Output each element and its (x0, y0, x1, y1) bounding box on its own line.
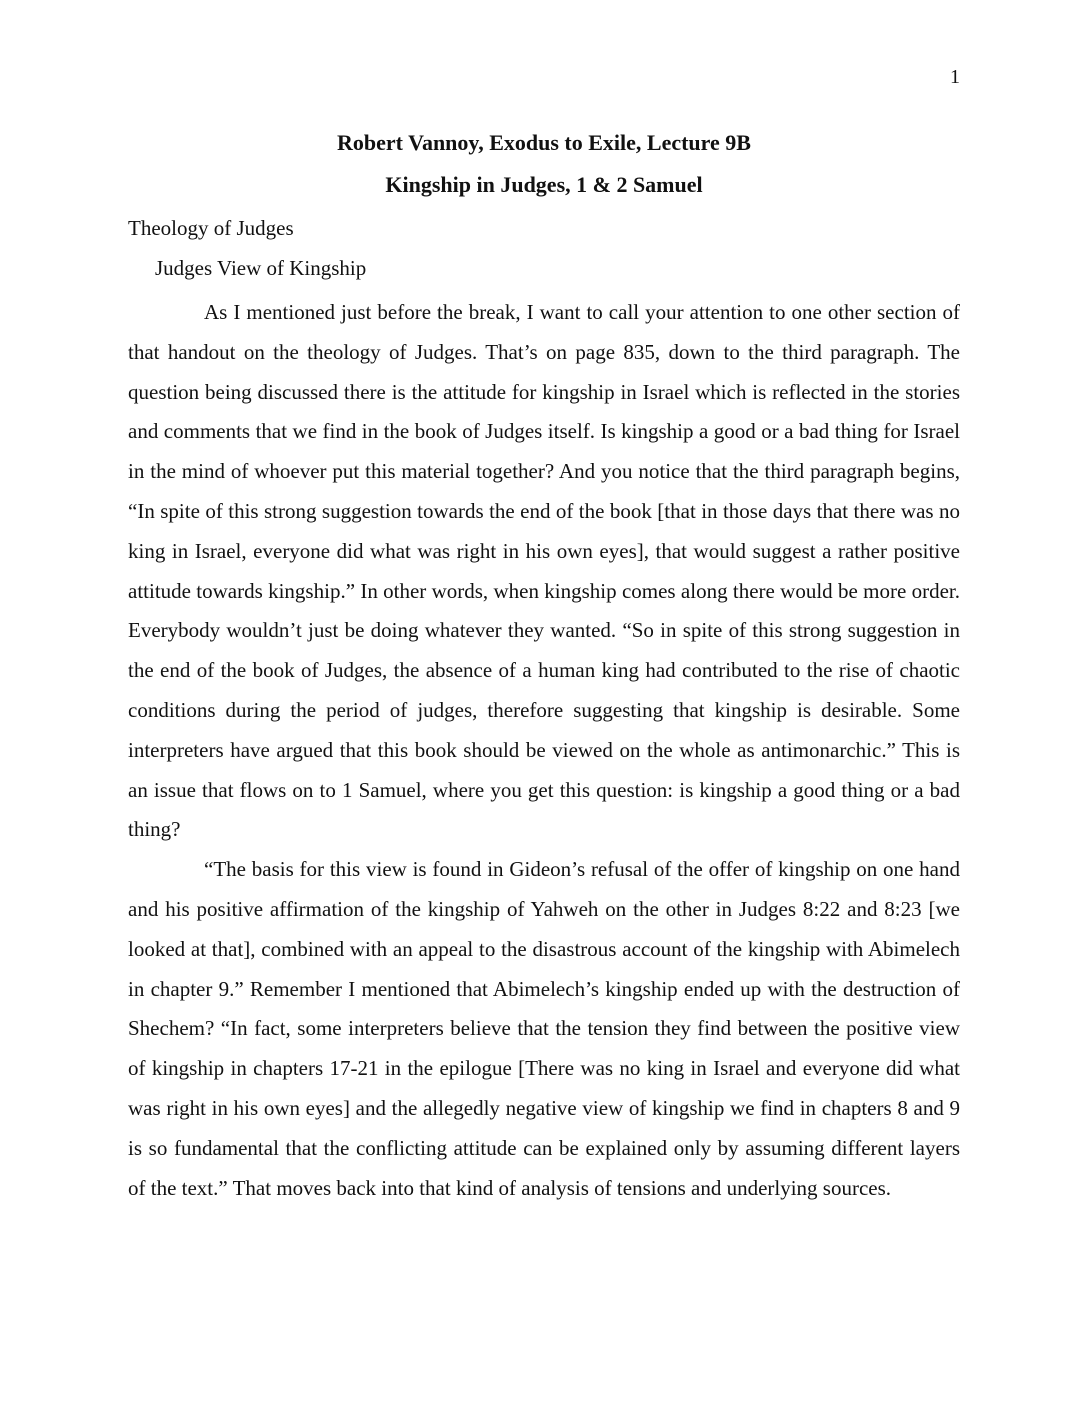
lecture-subtitle: Kingship in Judges, 1 & 2 Samuel (385, 172, 703, 197)
body-text (128, 293, 960, 1208)
paragraph-2: “The basis for this view is found in Gideon’s refusal of the offer of kingship on one hand and his positive affirmation of the kingship of Yahweh on the other in Judges 8:22 and 8:23 [we looked at that], combined with an appeal to the disastrous account of the kingship with Abimelech in chapter 9.” Remember I mentioned that Abimelech’s kingship ended up with the destruction of Shechem? “In fact, some interpreters believe that the tension they find between the positive view of kingship in chapters 17-21 in the epilogue [There was no king in Israel and everyone did what was right in his own eyes] and the allegedly negative view of kingship we find in chapters 8 and 9 is so fundamental that the conflicting attitude can be explained only by assuming different layers of the text.” That moves back into that kind of analysis of tensions and underlying sources. (128, 857, 960, 1200)
section-heading: Theology of Judges (128, 216, 294, 240)
lecture-title: Robert Vannoy, Exodus to Exile, Lecture 9B (337, 130, 751, 155)
page-number: 1 (950, 66, 960, 88)
paragraph-1: As I mentioned just before the break, I want to call your attention to one other section of that handout on the theology of Judges. That’s on page 835, down to the third paragraph. The question being discussed there is the attitude for kingship in Israel which is reflected in the stories and comments that we find in the book of Judges itself. Is kingship a good or a bad thing for Israel in the mind of whoever put this material together? And you notice that the third paragraph begins, “In spite of this strong suggestion towards the end of the book [that in those days that there was no king in Israel, everyone did what was right in his own eyes], that would suggest a rather positive attitude towards kingship.” In other words, when kingship comes along there would be more order. Everybody wouldn’t just be doing whatever they wanted. “So in spite of this strong suggestion in the end of the book of Judges, the absence of a human king had contributed to the rise of chaotic conditions during the period of judges, therefore suggesting that kingship is desirable. Some interpreters have argued that this book should be viewed on the whole as antimonarchic.” This is an issue that flows on to 1 Samuel, where you get this question: is kingship a good thing or a bad thing? (128, 300, 960, 842)
subsection-heading: Judges View of Kingship (155, 256, 367, 280)
